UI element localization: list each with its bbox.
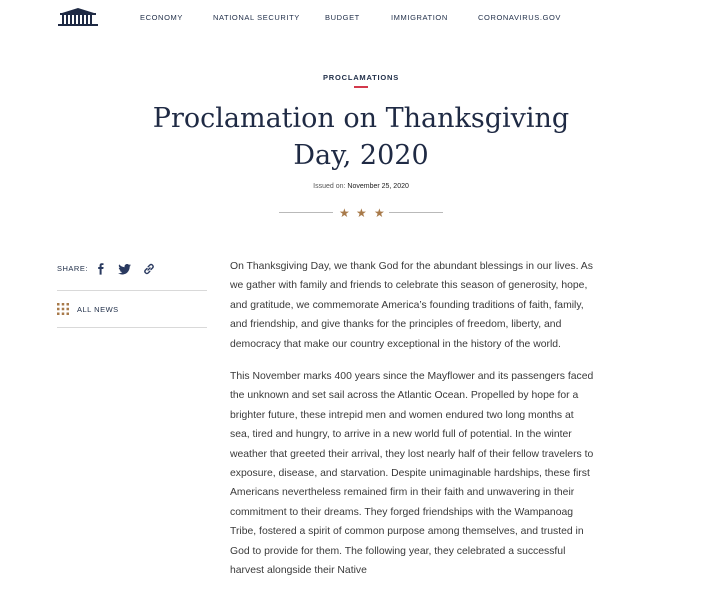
star-icon: ★ — [356, 206, 367, 220]
issued-date: November 25, 2020 — [347, 183, 409, 190]
star-icon: ★ — [374, 206, 385, 220]
issued-date-line — [0, 183, 722, 190]
link-icon[interactable] — [142, 262, 156, 276]
share-label: SHARE: — [57, 264, 88, 273]
grid-icon — [57, 303, 69, 315]
page-title: Proclamation on Thanksgiving Day, 2020 — [152, 103, 570, 171]
nav-item-economy[interactable]: ECONOMY — [140, 13, 183, 22]
divider-line-right — [389, 212, 443, 213]
article-body — [230, 257, 596, 594]
divider-line-left — [279, 212, 333, 213]
star-divider — [279, 206, 443, 220]
sidebar-divider — [57, 327, 207, 328]
article-paragraph: On Thanksgiving Day, we thank God for the abundant blessings in our lives. As we gather with family and friends to celebrate this season of generosity, hope, and gratitude, we commemorate America’s founding traditions of faith, family, and friendship, and give thanks for the principles of freedom, liberty, and democracy that make our country exceptional in the history of the world. — [230, 261, 593, 350]
top-navigation — [0, 0, 696, 36]
facebook-icon[interactable] — [94, 262, 108, 276]
star-icon: ★ — [339, 206, 350, 220]
issued-label: Issued on: — [313, 183, 346, 190]
all-news-link[interactable] — [57, 303, 207, 317]
white-house-logo-icon[interactable] — [57, 7, 99, 27]
nav-item-budget[interactable]: BUDGET — [325, 13, 360, 22]
sidebar-divider — [57, 290, 207, 291]
nav-item-national-security[interactable]: NATIONAL SECURITY — [213, 13, 300, 22]
category-label[interactable]: PROCLAMATIONS — [322, 73, 400, 82]
article-paragraph: This November marks 400 years since the Mayflower and its passengers faced the unknown and set sail across the Atlantic Ocean. Propelled by hope for a brighter future, these intrepid men and women endured two long months at sea, tired and hungry, to arrive in a new world full of potential. In the winter weather that greeted their arrival, they lost nearly half of their fellow travelers to exposure, disease, and starvation. Despite unimaginable hardships, these first Americans nevertheless remained firm in their faith and unwavering in their commitment to their dreams. They forged friendships with the Wampanoag Tribe, fostered a spirit of common purpose among themselves, and trusted in God to provide for them. The following year, they celebrated a successful harvest alongside their Native — [230, 371, 594, 577]
twitter-icon[interactable] — [118, 262, 132, 276]
nav-item-coronavirus[interactable]: CORONAVIRUS.GOV — [478, 13, 562, 22]
category-underline — [354, 86, 368, 88]
all-news-label: ALL NEWS — [77, 305, 119, 314]
nav-item-immigration[interactable]: IMMIGRATION — [391, 13, 448, 22]
share-bar — [57, 262, 207, 276]
